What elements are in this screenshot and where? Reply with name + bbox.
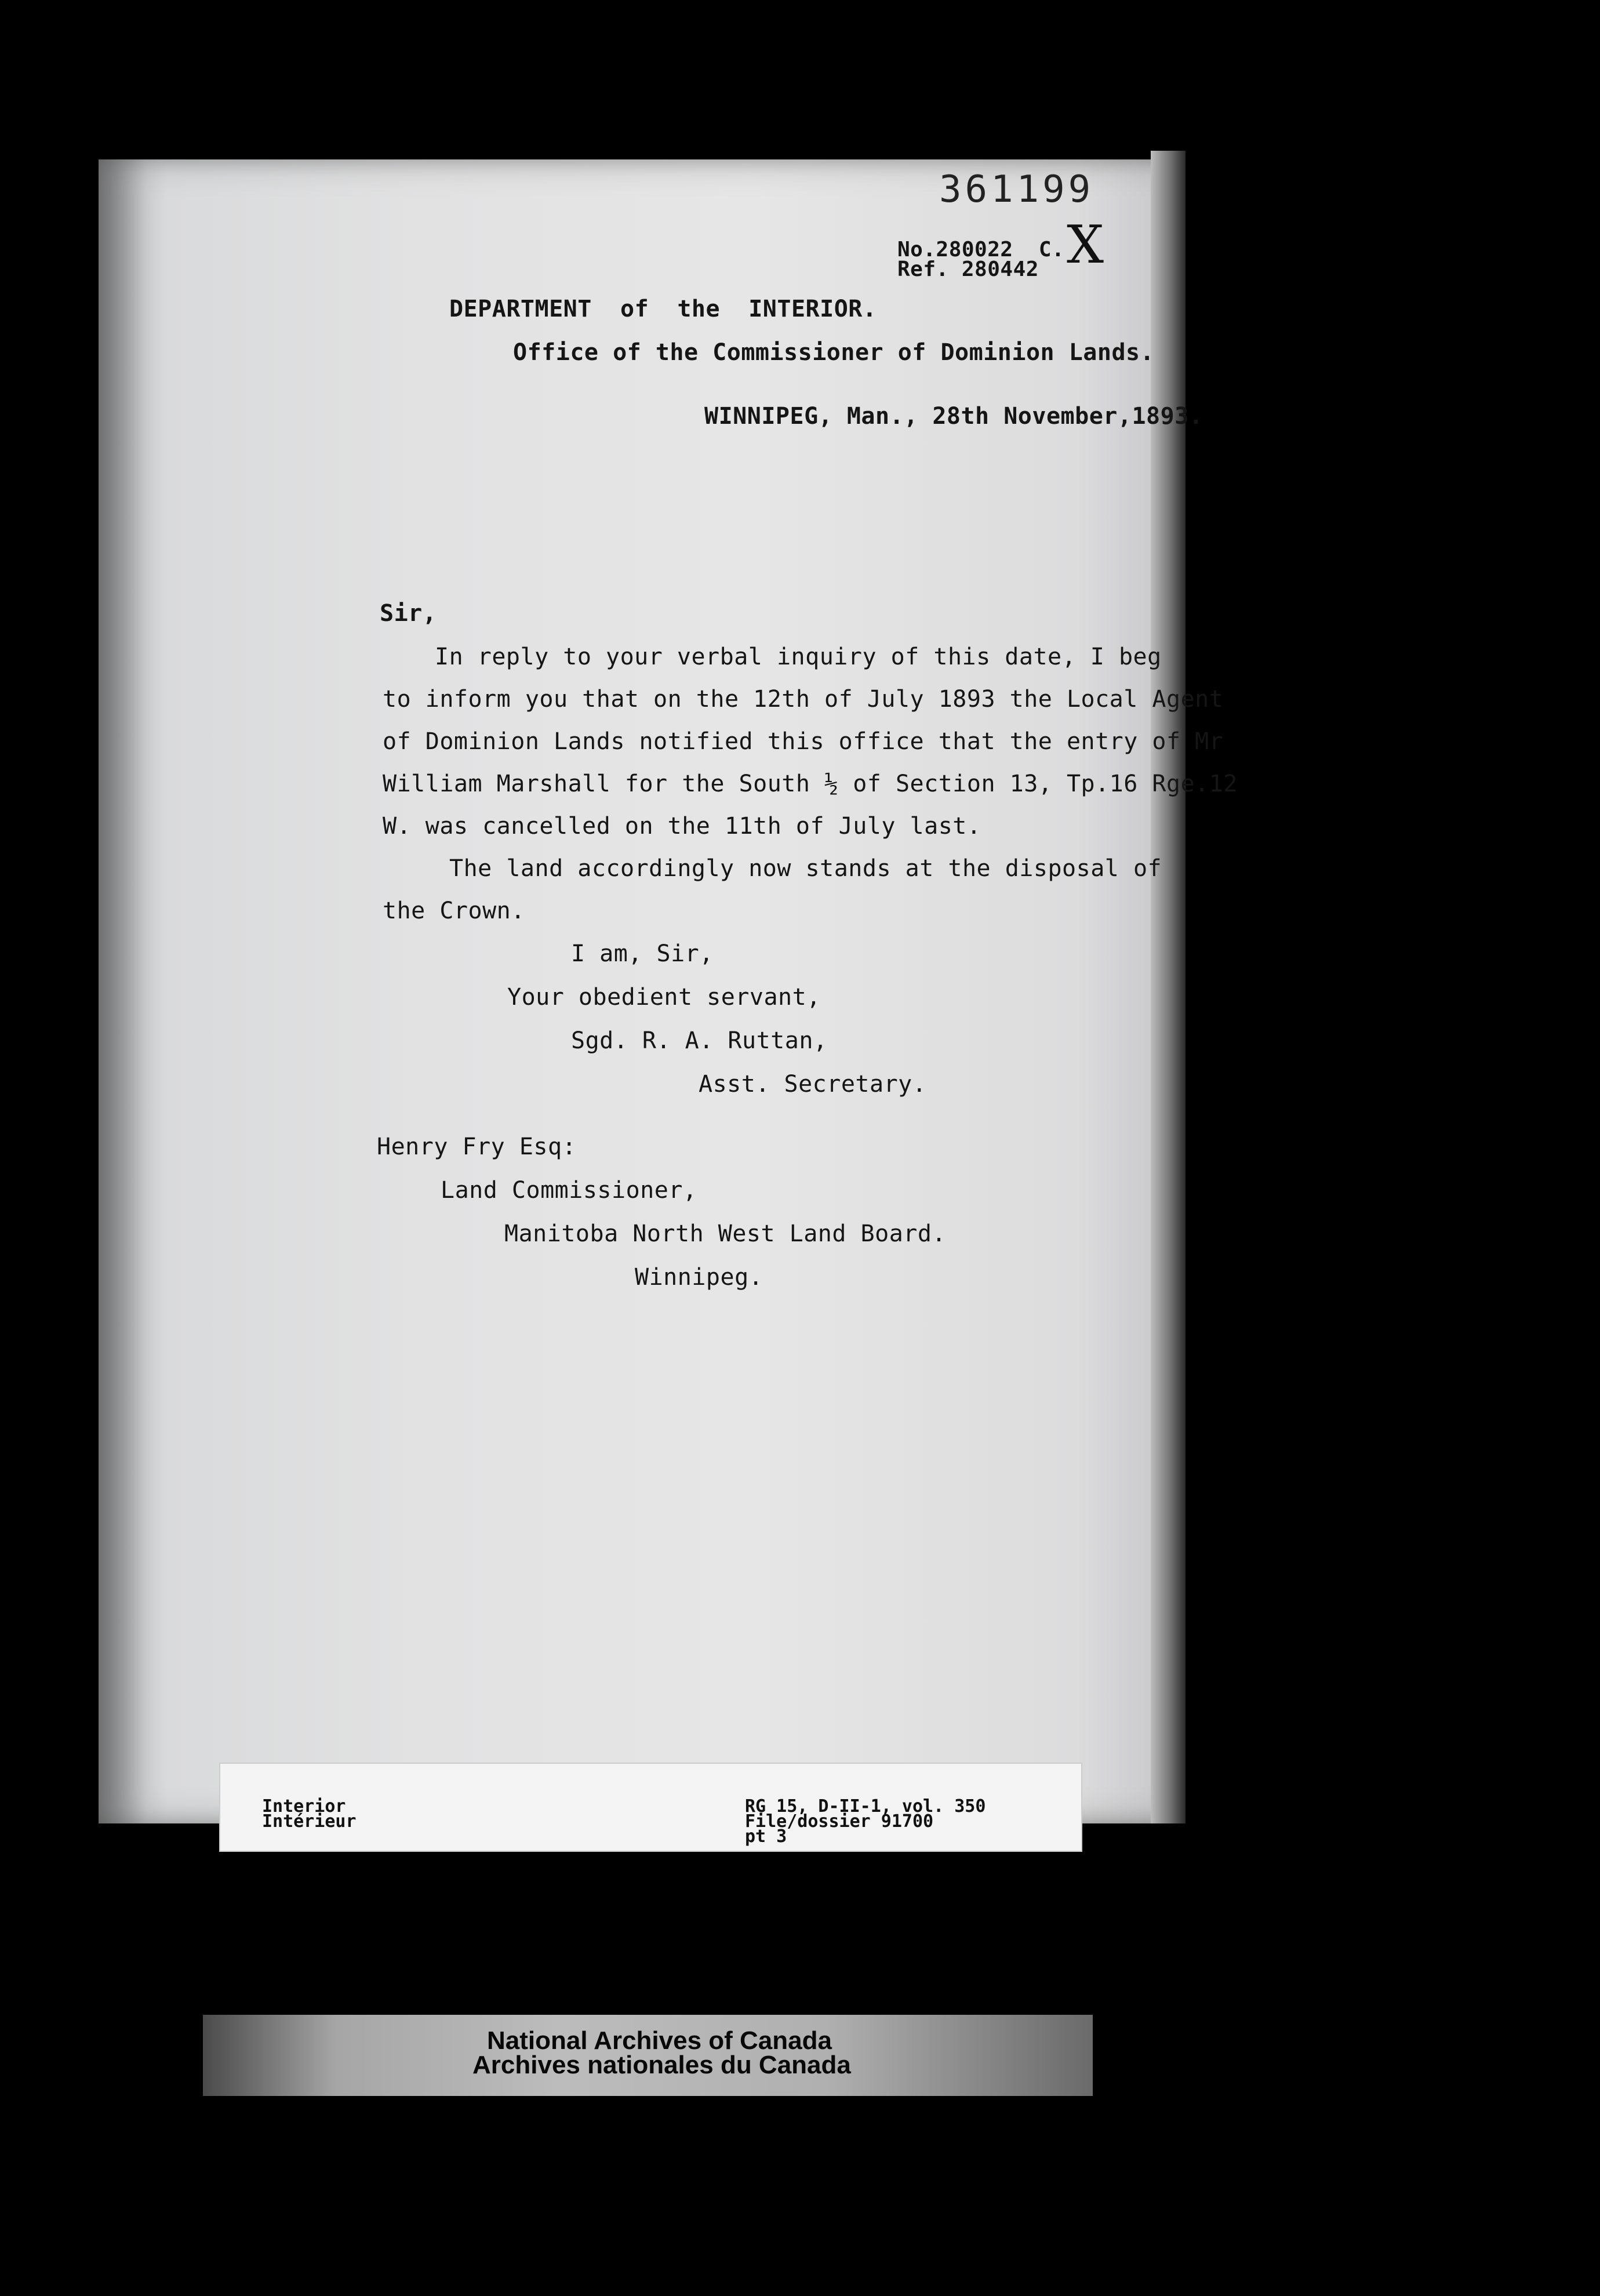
addressee-line: Manitoba North West Land Board.: [504, 1220, 947, 1247]
label-fonds-fr: Intérieur: [262, 1811, 357, 1832]
salutation: Sir,: [380, 600, 437, 627]
file-number: No.280022 C.: [897, 238, 1065, 261]
page-right-edge: [1151, 151, 1186, 1823]
archives-name-fr: Archives nationales du Canada: [472, 2051, 851, 2079]
label-reference: RG 15, D-II-1, vol. 350: [745, 1796, 986, 1817]
label-fonds-en: Interior: [262, 1796, 346, 1817]
signature: Sgd. R. A. Ruttan,: [571, 1027, 828, 1054]
closing-line: Your obedient servant,: [507, 984, 821, 1011]
body-line: the Crown.: [383, 898, 525, 924]
office-heading: Office of the Commissioner of Dominion Lands.: [513, 339, 1155, 366]
body-line: to inform you that on the 12th of July 1893 the Local Agent: [383, 686, 1224, 713]
stamp-number: 361199: [939, 168, 1094, 211]
place-date: WINNIPEG, Man., 28th November,1893.: [704, 403, 1203, 430]
body-line: of Dominion Lands notified this office that the entry of Mr: [383, 728, 1224, 755]
body-line: In reply to your verbal inquiry of this date, I beg: [435, 644, 1162, 670]
addressee-line: Land Commissioner,: [441, 1177, 697, 1204]
label-file: File/dossier 91700: [745, 1811, 934, 1832]
addressee-line: Winnipeg.: [635, 1264, 763, 1291]
body-line: The land accordingly now stands at the disposal of: [449, 855, 1162, 882]
department-heading: DEPARTMENT of the INTERIOR.: [449, 296, 877, 322]
page-left-edge: [99, 159, 168, 1823]
reference-number: Ref. 280442: [897, 257, 1039, 281]
handwritten-mark: X: [1067, 215, 1104, 275]
archives-name-en: National Archives of Canada: [487, 2026, 832, 2055]
label-part: pt 3: [745, 1826, 787, 1847]
addressee-line: Henry Fry Esq:: [377, 1134, 577, 1160]
closing-line: I am, Sir,: [571, 940, 714, 967]
archive-label: [219, 1763, 1082, 1852]
body-line: William Marshall for the South ½ of Section 13, Tp.16 Rge.12: [383, 771, 1238, 797]
body-line: W. was cancelled on the 11th of July last.: [383, 813, 981, 840]
archives-banner: [203, 2015, 1093, 2096]
signatory-title: Asst. Secretary.: [699, 1071, 927, 1098]
